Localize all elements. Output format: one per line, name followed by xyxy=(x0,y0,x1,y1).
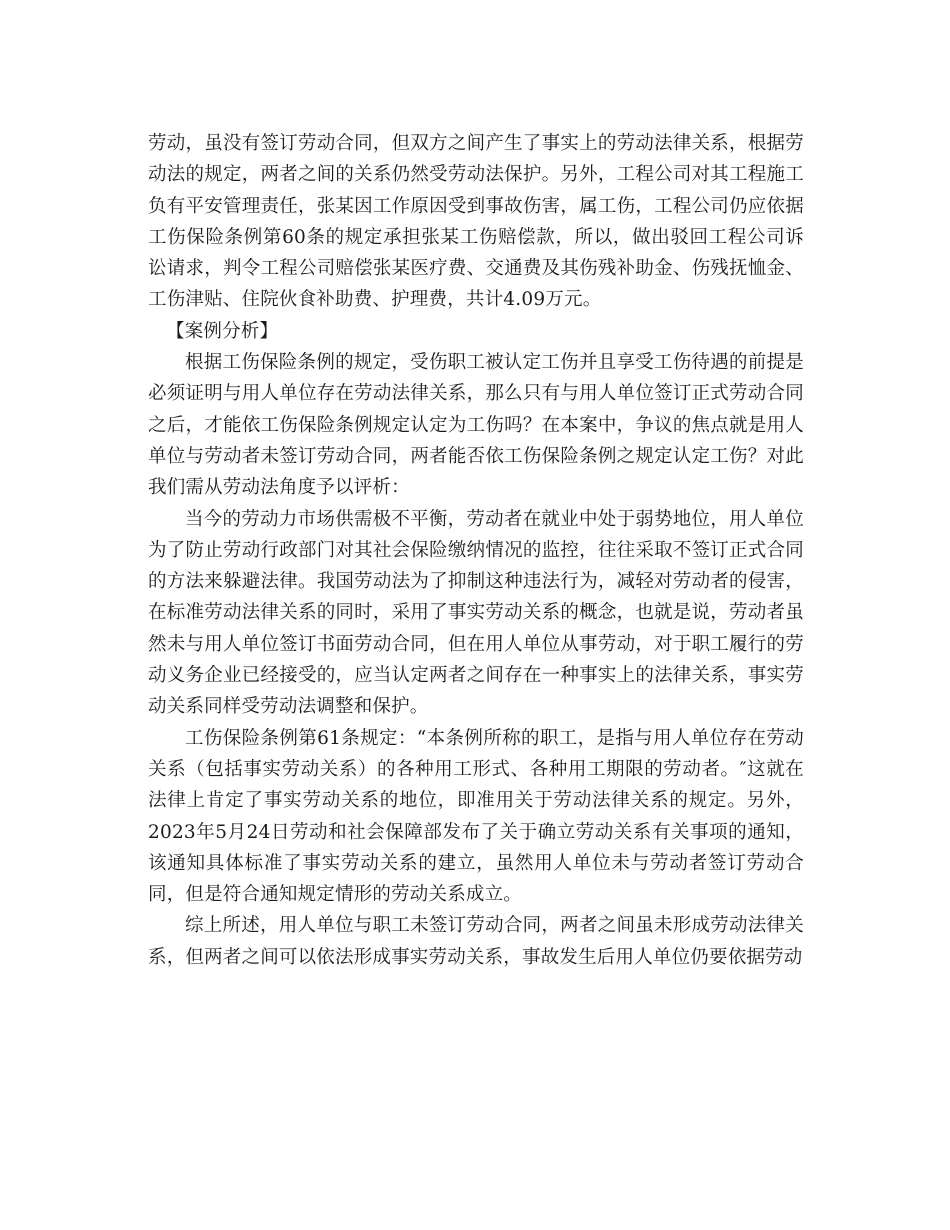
paragraph-article-61: 工伤保险条例第61条规定：“本条例所称的职工，是指与用人单位存在劳动关系（包括事实劳动关系）的各种用工形式、各种用工期限的劳动者。″这就在法律上肯定了事实劳动关系的地位，即准用关于劳动法律关系的规定。另外，2023年5月24日劳动和社会保障部发布了关于确立劳动关系有关事项的通知，该通知具体标准了事实劳动关系的建立，虽然用人单位未与劳动者签订劳动合同，但是符合通知规定情形的劳动关系成立。 xyxy=(148,727,804,906)
paragraph-analysis-intro: 根据工伤保险条例的规定，受伤职工被认定工伤并且享受工伤待遇的前提是必须证明与用人单位存在劳动法律关系，那么只有与用人单位签订正式劳动合同之后，才能依工伤保险条例规定认定为工伤吗？在本案中，争议的焦点就是用人单位与劳动者未签订劳动合同，两者能否依工伤保险条例之规定认定工伤？对此我们需从劳动法角度予以评析： xyxy=(148,352,804,499)
document-body xyxy=(148,128,804,973)
section-heading-case-analysis: 【案例分析】 xyxy=(166,320,279,342)
paragraph-labor-market: 当今的劳动力市场供需极不平衡，劳动者在就业中处于弱势地位，用人单位为了防止劳动行政部门对其社会保险缴纳情况的监控，往往采取不签订正式合同的方法来躲避法律。我国劳动法为了抑制这种违法行为，减轻对劳动者的侵害，在标准劳动法律关系的同时，采用了事实劳动关系的概念，也就是说，劳动者虽然未与用人单位签订书面劳动合同，但在用人单位从事劳动，对于职工履行的劳动义务企业已经接受的，应当认定两者之间存在一种事实上的法律关系，事实劳动关系同样受劳动法调整和保护。 xyxy=(148,508,804,718)
paragraph-continuation: 劳动，虽没有签订劳动合同，但双方之间产生了事实上的劳动法律关系，根据劳动法的规定，两者之间的关系仍然受劳动法保护。另外，工程公司对其工程施工负有平安管理责任，张某因工作原因受到事故伤害，属工伤，工程公司仍应依据工伤保险条例第60条的规定承担张某工伤赔偿款，所以，做出驳回工程公司诉讼请求，判令工程公司赔偿张某医疗费、交通费及其伤残补助金、伤残抚恤金、工伤津贴、住院伙食补助费、护理费，共计4.09万元。 xyxy=(148,133,804,311)
paragraph-conclusion: 综上所述，用人单位与职工未签订劳动合同，两者之间虽未形成劳动法律关系，但两者之间可以依法形成事实劳动关系，事故发生后用人单位仍要依据劳动 xyxy=(148,915,804,968)
